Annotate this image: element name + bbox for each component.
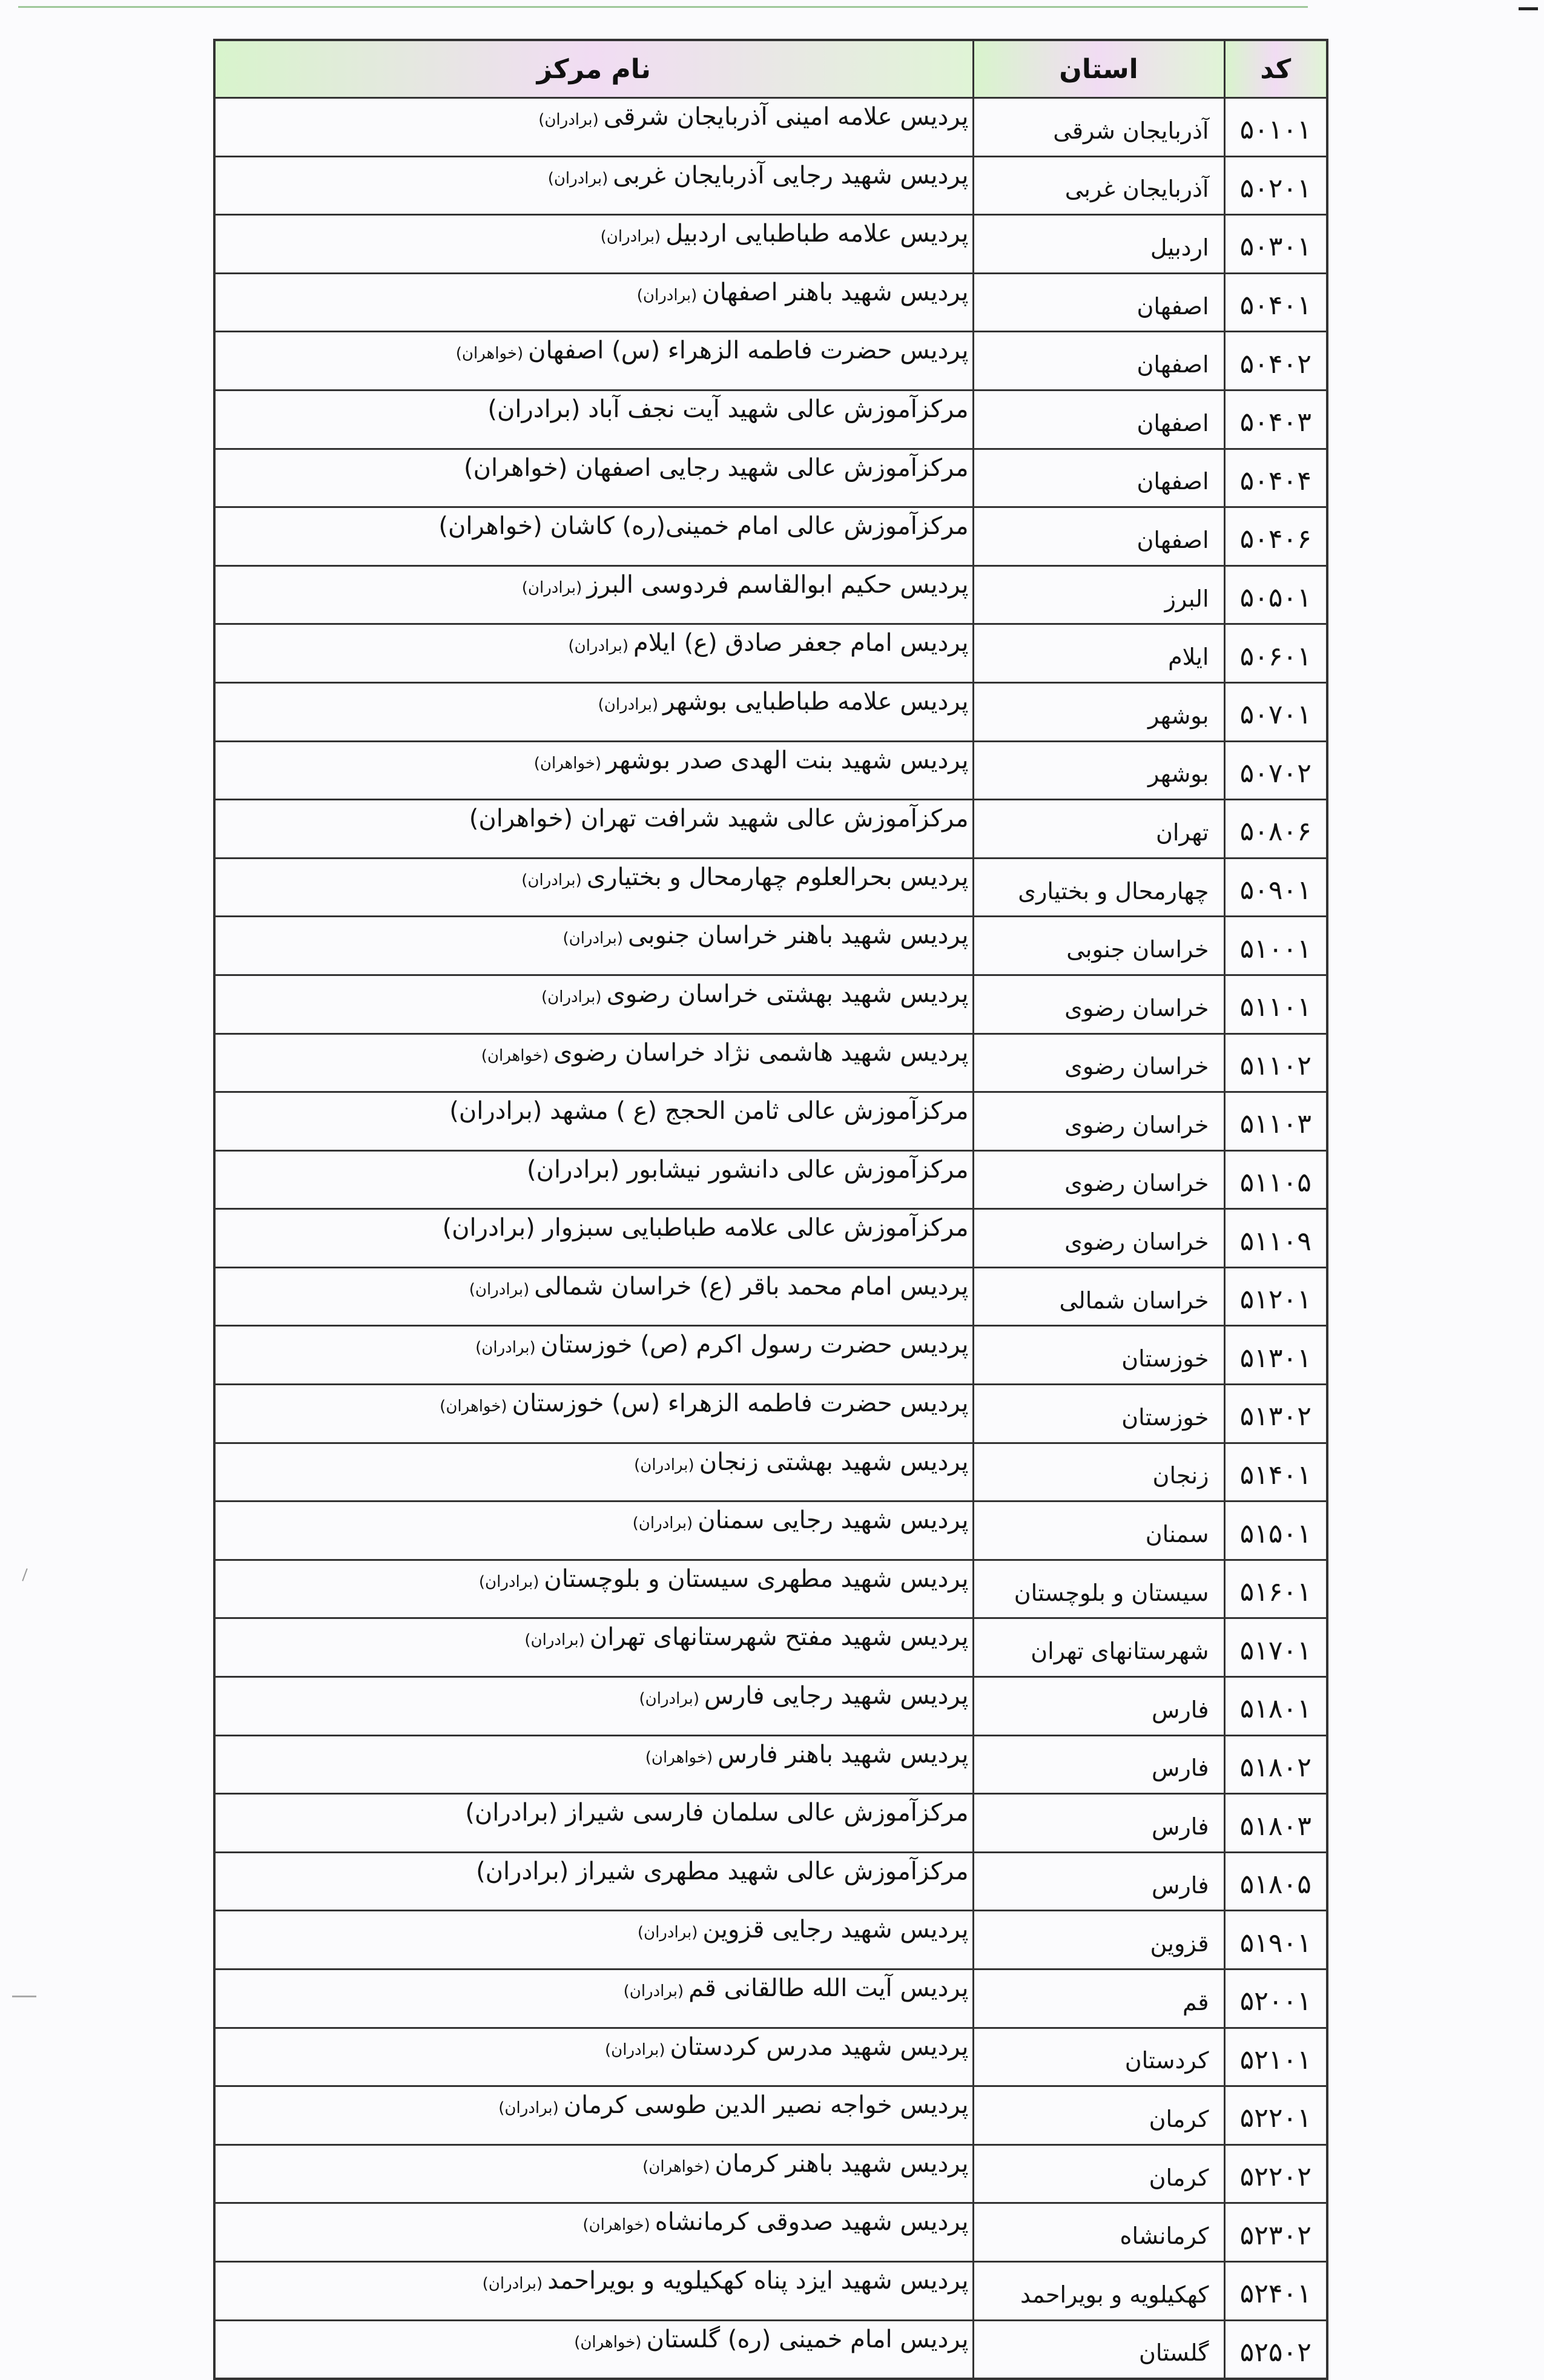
- table-row: [214, 332, 1327, 391]
- center-name-text: مرکزآموزش عالی دانشور نیشابور (برادران): [527, 1155, 969, 1184]
- centers-table: [213, 39, 1328, 2380]
- cell-code: ۵۰۶۰۱: [1224, 624, 1327, 683]
- cell-code: ۵۱۵۰۱: [1224, 1502, 1327, 1560]
- center-name-text: پردیس شهید باهنر اصفهان: [702, 278, 969, 306]
- cell-code: ۵۰۴۰۴: [1224, 449, 1327, 507]
- table-row: [214, 917, 1327, 975]
- gender-note: (برادران): [568, 637, 628, 656]
- cell-center-name: [214, 1911, 973, 1970]
- center-name-text: پردیس حضرت رسول اکرم (ص) خوزستان: [540, 1331, 969, 1359]
- cell-province: بوشهر: [973, 741, 1224, 800]
- cell-province: سمنان: [973, 1502, 1224, 1560]
- cell-center-name: [214, 682, 973, 741]
- center-name-text: پردیس شهید بهشتی زنجان: [699, 1448, 969, 1476]
- cell-code: ۵۱۸۰۳: [1224, 1794, 1327, 1853]
- cell-center-name: [214, 624, 973, 683]
- gender-note: (برادران): [524, 1631, 585, 1650]
- cell-center-name: [214, 507, 973, 566]
- table-row: [214, 1385, 1327, 1443]
- cell-province: خوزستان: [973, 1385, 1224, 1443]
- cell-province: آذربایجان غربی: [973, 156, 1224, 215]
- center-name-text: پردیس شهید باهنر کرمان: [714, 2149, 969, 2178]
- cell-code: ۵۱۳۰۲: [1224, 1385, 1327, 1443]
- center-name-text: پردیس شهید ایزد پناه کهکیلویه و بویراحمد: [547, 2266, 969, 2295]
- cell-province: سیستان و بلوچستان: [973, 1560, 1224, 1618]
- cell-code: ۵۱۱۰۱: [1224, 975, 1327, 1033]
- cell-code: ۵۰۴۰۲: [1224, 332, 1327, 391]
- table-row: [214, 507, 1327, 566]
- cell-code: ۵۰۱۰۱: [1224, 98, 1327, 157]
- center-name-text: پردیس امام جعفر صادق (ع) ایلام: [633, 629, 969, 658]
- center-name-text: پردیس شهید هاشمی نژاد خراسان رضوی: [553, 1038, 969, 1067]
- table-row: [214, 2261, 1327, 2320]
- gender-note: (برادران): [547, 169, 609, 188]
- cell-province: آذربایجان شرقی: [973, 98, 1224, 157]
- table-row: [214, 2320, 1327, 2379]
- gender-note: (برادران): [482, 2274, 543, 2293]
- cell-center-name: [214, 1443, 973, 1502]
- cell-province: کهکیلویه و بویراحمد: [973, 2261, 1224, 2320]
- center-name-text: پردیس علامه طباطبایی اردبیل: [665, 220, 969, 248]
- cell-code: ۵۱۱۰۲: [1224, 1033, 1327, 1092]
- gender-note: (برادران): [637, 1923, 698, 1942]
- cell-province: فارس: [973, 1794, 1224, 1853]
- center-name-text: پردیس شهید باهنر فارس: [718, 1740, 969, 1769]
- gender-note: (برادران): [632, 1514, 693, 1533]
- cell-province: خراسان رضوی: [973, 1092, 1224, 1151]
- cell-center-name: [214, 1970, 973, 2028]
- center-name-text: مرکزآموزش عالی شهید مطهری شیراز (برادران): [476, 1857, 969, 1885]
- centers-table-wrap: [213, 39, 1326, 2368]
- gender-note: (خواهران): [645, 1748, 713, 1767]
- cell-province: خراسان رضوی: [973, 1033, 1224, 1092]
- cell-center-name: [214, 1092, 973, 1151]
- cell-center-name: [214, 917, 973, 975]
- header-code: کد: [1224, 40, 1327, 98]
- cell-province: چهارمحال و بختیاری: [973, 858, 1224, 917]
- center-name-text: پردیس حکیم ابوالقاسم فردوسی البرز: [587, 570, 969, 599]
- center-name-text: مرکزآموزش عالی شهید رجایی اصفهان (خواهران): [463, 453, 969, 482]
- table-row: [214, 98, 1327, 157]
- gender-note: (خواهران): [440, 1397, 507, 1416]
- cell-code: ۵۱۳۰۱: [1224, 1326, 1327, 1385]
- cell-code: ۵۲۲۰۱: [1224, 2086, 1327, 2145]
- cell-province: خراسان رضوی: [973, 1150, 1224, 1209]
- center-name-text: پردیس حضرت فاطمه الزهراء (س) اصفهان: [528, 337, 969, 365]
- gender-note: (برادران): [605, 2040, 665, 2059]
- gender-note: (برادران): [469, 1280, 530, 1299]
- table-row: [214, 1735, 1327, 1794]
- table-row: [214, 1267, 1327, 1326]
- cell-code: ۵۱۱۰۹: [1224, 1209, 1327, 1268]
- cell-province: البرز: [973, 565, 1224, 624]
- cell-code: ۵۰۴۰۳: [1224, 390, 1327, 449]
- gender-note: (برادران): [475, 1339, 536, 1357]
- cell-center-name: [214, 1385, 973, 1443]
- cell-province: اصفهان: [973, 332, 1224, 391]
- cell-code: ۵۰۳۰۱: [1224, 215, 1327, 274]
- cell-province: فارس: [973, 1677, 1224, 1736]
- center-name-text: پردیس شهید مدرس کردستان: [670, 2032, 969, 2061]
- cell-province: فارس: [973, 1735, 1224, 1794]
- center-name-text: پردیس علامه امینی آذربایجان شرقی: [603, 103, 969, 131]
- table-row: [214, 1502, 1327, 1560]
- cell-code: ۵۲۳۰۲: [1224, 2203, 1327, 2262]
- cell-center-name: [214, 1794, 973, 1853]
- table-row: [214, 858, 1327, 917]
- cell-center-name: [214, 1209, 973, 1268]
- cell-code: ۵۱۱۰۳: [1224, 1092, 1327, 1151]
- cell-center-name: [214, 215, 973, 274]
- cell-code: ۵۰۷۰۲: [1224, 741, 1327, 800]
- cell-code: ۵۱۹۰۱: [1224, 1911, 1327, 1970]
- table-row: [214, 565, 1327, 624]
- gender-note: (برادران): [521, 871, 582, 889]
- cell-center-name: [214, 2028, 973, 2086]
- cell-code: ۵۱۲۰۱: [1224, 1267, 1327, 1326]
- gender-note: (خواهران): [533, 754, 602, 773]
- cell-center-name: [214, 1150, 973, 1209]
- corner-mark: [1519, 7, 1538, 10]
- gender-note: (برادران): [636, 286, 698, 305]
- cell-center-name: [214, 1618, 973, 1677]
- cell-code: ۵۰۲۰۱: [1224, 156, 1327, 215]
- cell-province: زنجان: [973, 1443, 1224, 1502]
- cell-code: ۵۰۸۰۶: [1224, 800, 1327, 859]
- cell-center-name: [214, 741, 973, 800]
- cell-center-name: [214, 800, 973, 859]
- center-name-text: پردیس شهید مطهری سیستان و بلوچستان: [544, 1564, 969, 1593]
- center-name-text: پردیس امام خمینی (ره) گلستان: [646, 2325, 969, 2353]
- cell-center-name: [214, 390, 973, 449]
- cell-center-name: [214, 858, 973, 917]
- gender-note: (برادران): [623, 1982, 684, 2000]
- table-row: [214, 1618, 1327, 1677]
- cell-center-name: [214, 1560, 973, 1618]
- table-row: [214, 1911, 1327, 1970]
- cell-code: ۵۱۱۰۵: [1224, 1150, 1327, 1209]
- table-row: [214, 1150, 1327, 1209]
- cell-province: خراسان رضوی: [973, 975, 1224, 1033]
- gender-note: (خواهران): [574, 2333, 642, 2352]
- gender-note: (برادران): [541, 987, 602, 1006]
- table-row: [214, 1326, 1327, 1385]
- cell-province: خراسان شمالی: [973, 1267, 1224, 1326]
- table-row: [214, 682, 1327, 741]
- bottom-mark: [12, 1996, 36, 1997]
- gender-note: (برادران): [563, 929, 623, 948]
- center-name-text: مرکزآموزش عالی امام خمینی(ره) کاشان (خواهران): [438, 512, 969, 541]
- cell-code: ۵۱۷۰۱: [1224, 1618, 1327, 1677]
- cell-code: ۵۲۵۰۲: [1224, 2320, 1327, 2379]
- cell-province: خوزستان: [973, 1326, 1224, 1385]
- center-name-text: پردیس شهید مفتح شهرستانهای تهران: [589, 1623, 969, 1652]
- center-name-text: پردیس شهید باهنر خراسان جنوبی: [628, 921, 969, 950]
- gender-note: (برادران): [598, 695, 659, 714]
- header-center-name: نام مرکز: [214, 40, 973, 98]
- cell-code: ۵۰۵۰۱: [1224, 565, 1327, 624]
- cell-code: ۵۱۶۰۱: [1224, 1560, 1327, 1618]
- cell-code: ۵۰۴۰۶: [1224, 507, 1327, 566]
- cell-province: قزوین: [973, 1911, 1224, 1970]
- center-name-text: پردیس امام محمد باقر (ع) خراسان شمالی: [534, 1272, 969, 1300]
- cell-province: اصفهان: [973, 390, 1224, 449]
- cell-province: بوشهر: [973, 682, 1224, 741]
- cell-code: ۵۱۰۰۱: [1224, 917, 1327, 975]
- table-row: [214, 741, 1327, 800]
- table-row: [214, 1209, 1327, 1268]
- gender-note: (برادران): [634, 1455, 694, 1474]
- table-row: [214, 215, 1327, 274]
- cell-center-name: [214, 2086, 973, 2145]
- cell-province: کرمان: [973, 2086, 1224, 2145]
- table-row: [214, 1560, 1327, 1618]
- cell-code: ۵۲۲۰۲: [1224, 2144, 1327, 2203]
- cell-center-name: [214, 1852, 973, 1911]
- center-name-text: مرکزآموزش عالی سلمان فارسی شیراز (برادران): [465, 1799, 969, 1827]
- center-name-text: پردیس علامه طباطبایی بوشهر: [663, 687, 969, 716]
- cell-code: ۵۲۴۰۱: [1224, 2261, 1327, 2320]
- table-row: [214, 2028, 1327, 2086]
- table-row: [214, 2086, 1327, 2145]
- cell-code: ۵۱۸۰۱: [1224, 1677, 1327, 1736]
- center-name-text: پردیس شهید بهشتی خراسان رضوی: [606, 980, 969, 1008]
- center-name-text: پردیس شهید صدوقی کرمانشاه: [655, 2208, 969, 2237]
- gender-note: (برادران): [478, 1572, 539, 1591]
- cell-code: ۵۰۴۰۱: [1224, 273, 1327, 332]
- cell-center-name: [214, 273, 973, 332]
- cell-code: ۵۰۹۰۱: [1224, 858, 1327, 917]
- gender-note: (برادران): [498, 2099, 559, 2118]
- cell-center-name: [214, 1677, 973, 1736]
- cell-center-name: [214, 2261, 973, 2320]
- cell-code: ۵۲۰۰۱: [1224, 1970, 1327, 2028]
- cell-province: اصفهان: [973, 449, 1224, 507]
- center-name-text: پردیس شهید رجایی سمنان: [698, 1506, 969, 1535]
- center-name-text: پردیس آیت الله طالقانی قم: [688, 1974, 969, 2002]
- cell-province: شهرستانهای تهران: [973, 1618, 1224, 1677]
- center-name-text: مرکزآموزش عالی علامه طباطبایی سبزوار (برادران): [442, 1214, 969, 1242]
- center-name-text: پردیس بحرالعلوم چهارمحال و بختیاری: [586, 863, 969, 891]
- cell-center-name: [214, 2203, 973, 2262]
- cell-center-name: [214, 156, 973, 215]
- gender-note: (خواهران): [455, 344, 524, 363]
- center-name-text: پردیس حضرت فاطمه الزهراء (س) خوزستان: [512, 1389, 969, 1418]
- cell-center-name: [214, 1326, 973, 1385]
- gender-note: (خواهران): [642, 2157, 710, 2176]
- cell-province: خراسان رضوی: [973, 1209, 1224, 1268]
- center-name-text: پردیس شهید رجایی آذربایجان غربی: [613, 161, 969, 190]
- cell-center-name: [214, 449, 973, 507]
- cell-center-name: [214, 2320, 973, 2379]
- table-row: [214, 624, 1327, 683]
- cell-code: ۵۱۴۰۱: [1224, 1443, 1327, 1502]
- gender-note: (برادران): [639, 1690, 700, 1709]
- cell-province: اصفهان: [973, 507, 1224, 566]
- table-row: [214, 390, 1327, 449]
- scan-mark: [22, 1568, 27, 1581]
- cell-province: فارس: [973, 1852, 1224, 1911]
- cell-center-name: [214, 565, 973, 624]
- cell-province: گلستان: [973, 2320, 1224, 2379]
- gender-note: (برادران): [538, 111, 599, 129]
- gender-note: (برادران): [600, 228, 661, 246]
- cell-province: کرمانشاه: [973, 2203, 1224, 2262]
- cell-center-name: [214, 2144, 973, 2203]
- gender-note: (خواهران): [481, 1046, 549, 1065]
- cell-province: کرمان: [973, 2144, 1224, 2203]
- center-name-text: مرکزآموزش عالی شهید شرافت تهران (خواهران): [469, 805, 969, 833]
- cell-code: ۵۰۷۰۱: [1224, 682, 1327, 741]
- cell-center-name: [214, 332, 973, 391]
- table-row: [214, 2144, 1327, 2203]
- center-name-text: مرکزآموزش عالی شهید آیت نجف آباد (برادران): [487, 395, 969, 423]
- cell-province: اصفهان: [973, 273, 1224, 332]
- top-rule: [18, 6, 1308, 8]
- center-name-text: پردیس شهید رجایی فارس: [704, 1682, 969, 1710]
- table-row: [214, 1033, 1327, 1092]
- center-name-text: پردیس شهید بنت الهدی صدر بوشهر: [606, 746, 969, 774]
- cell-province: کردستان: [973, 2028, 1224, 2086]
- table-row: [214, 449, 1327, 507]
- table-body: [214, 98, 1327, 2379]
- table-row: [214, 1794, 1327, 1853]
- header-province: استان: [973, 40, 1224, 98]
- table-row: [214, 800, 1327, 859]
- table-row: [214, 1970, 1327, 2028]
- center-name-text: پردیس شهید رجایی قزوین: [702, 1916, 969, 1944]
- table-row: [214, 1677, 1327, 1736]
- cell-province: اردبیل: [973, 215, 1224, 274]
- cell-center-name: [214, 1033, 973, 1092]
- cell-center-name: [214, 1267, 973, 1326]
- table-row: [214, 1852, 1327, 1911]
- cell-code: ۵۱۸۰۵: [1224, 1852, 1327, 1911]
- cell-province: قم: [973, 1970, 1224, 2028]
- table-row: [214, 2203, 1327, 2262]
- cell-province: ایلام: [973, 624, 1224, 683]
- gender-note: (خواهران): [582, 2216, 650, 2235]
- cell-province: تهران: [973, 800, 1224, 859]
- table-row: [214, 975, 1327, 1033]
- cell-center-name: [214, 975, 973, 1033]
- table-row: [214, 273, 1327, 332]
- center-name-text: پردیس خواجه نصیر الدین طوسی کرمان: [563, 2091, 969, 2120]
- cell-code: ۵۲۱۰۱: [1224, 2028, 1327, 2086]
- gender-note: (برادران): [521, 578, 582, 597]
- table-row: [214, 156, 1327, 215]
- table-row: [214, 1443, 1327, 1502]
- cell-center-name: [214, 1735, 973, 1794]
- cell-center-name: [214, 98, 973, 157]
- cell-province: خراسان جنوبی: [973, 917, 1224, 975]
- cell-code: ۵۱۸۰۲: [1224, 1735, 1327, 1794]
- header-row: [214, 40, 1327, 98]
- table-row: [214, 1092, 1327, 1151]
- center-name-text: مرکزآموزش عالی ثامن الحجج (ع ) مشهد (برادران): [449, 1097, 969, 1126]
- cell-center-name: [214, 1502, 973, 1560]
